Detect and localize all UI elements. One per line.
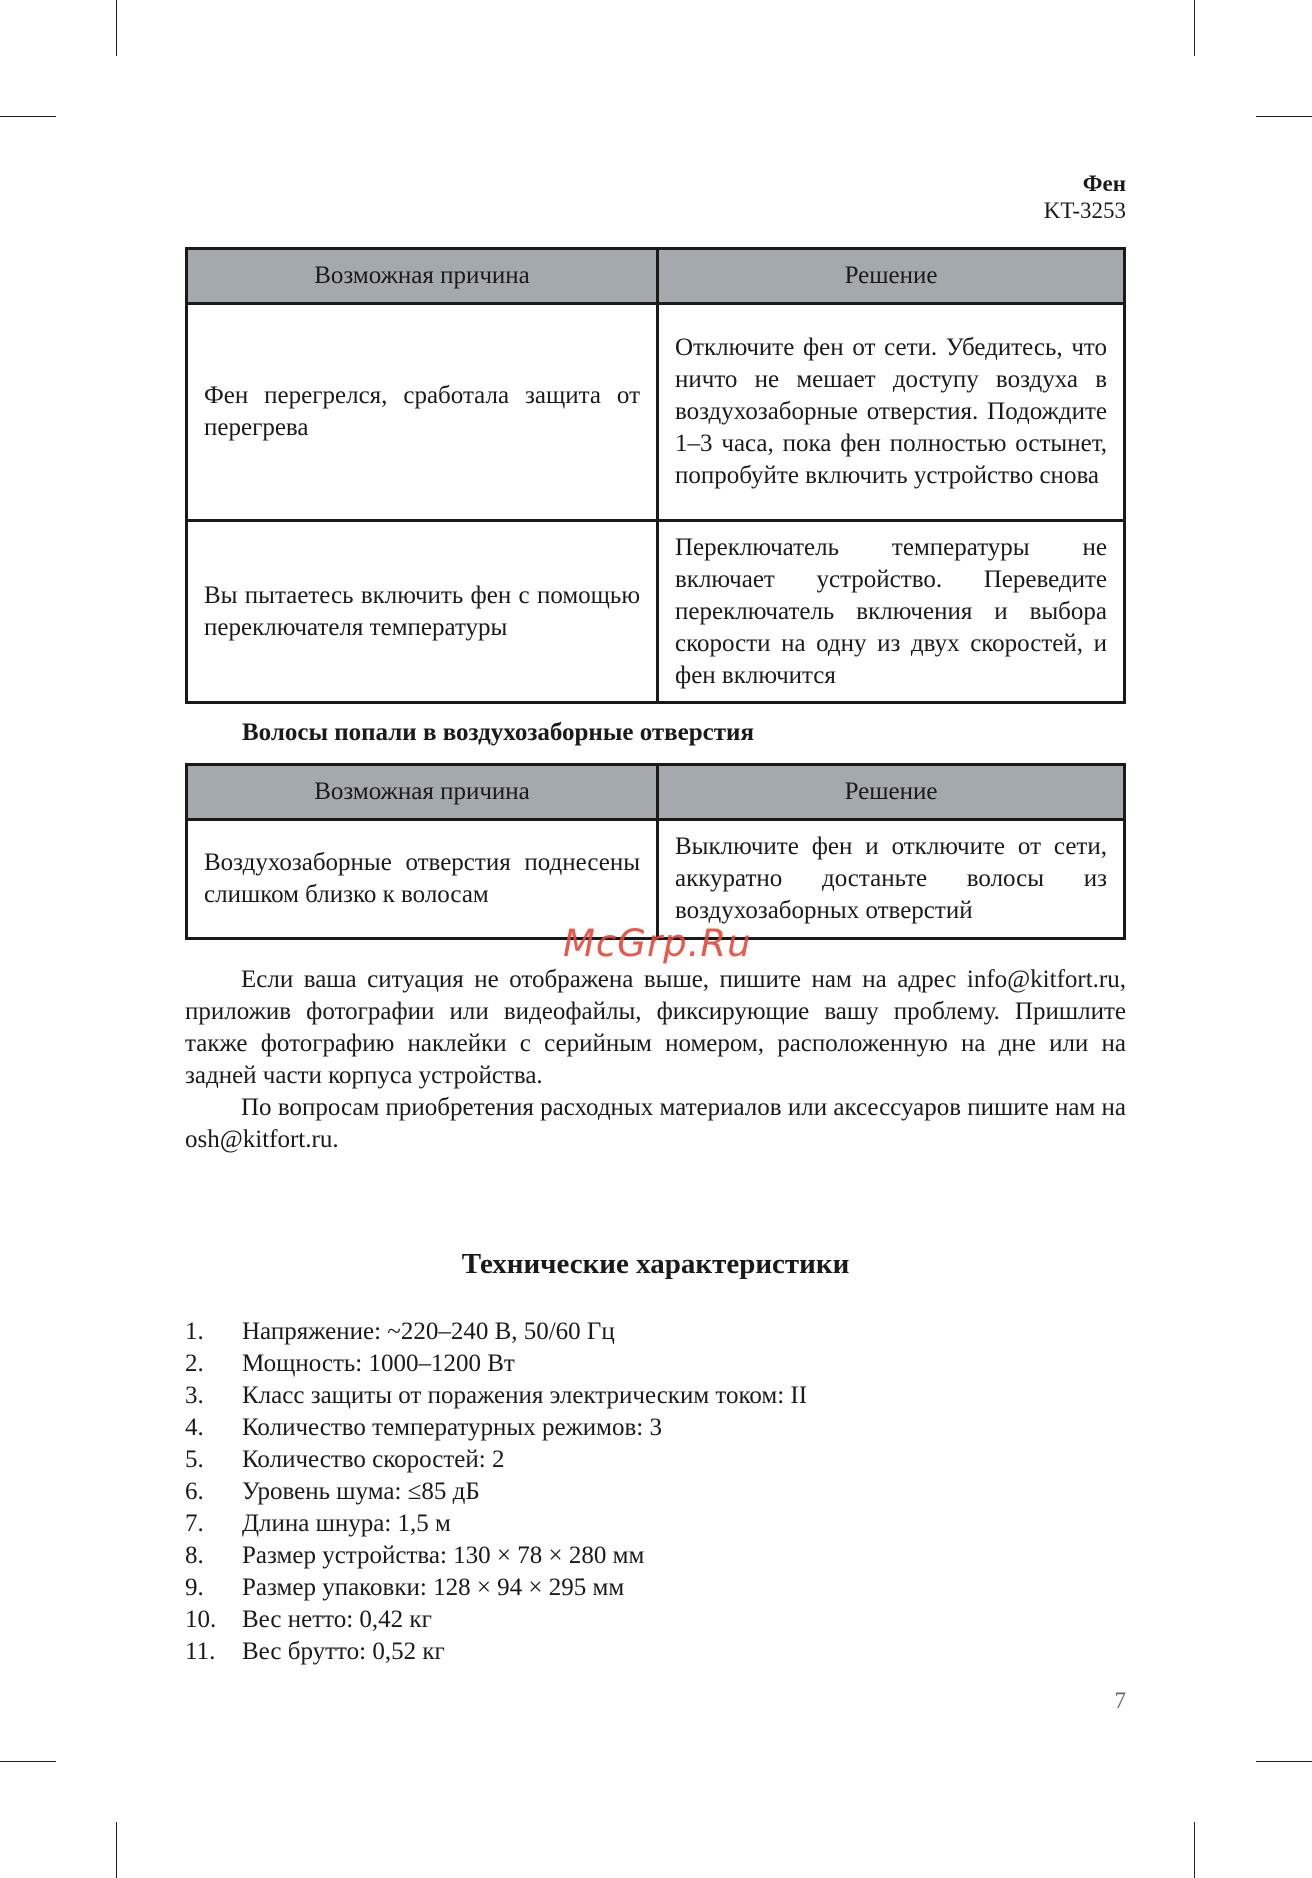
- list-item: [185, 1444, 807, 1476]
- accessories-paragraph: По вопросам приобретения расходных материалов или аксессуаров пишите нам на osh@kitfort.ru.: [185, 1094, 1126, 1153]
- item-number: 4.: [185, 1414, 204, 1441]
- item-number: 10.: [185, 1606, 217, 1633]
- crop-mark: [116, 1822, 117, 1878]
- specs-list: [185, 1316, 807, 1668]
- item-text: Вес брутто: 0,52 кг: [242, 1638, 445, 1665]
- item-text: Уровень шума: ≤85 дБ: [242, 1478, 480, 1505]
- watermark: McGrp.Ru: [563, 922, 752, 965]
- item-text: Количество температурных режимов: 3: [242, 1414, 663, 1441]
- item-number: 9.: [185, 1574, 204, 1601]
- item-text: Размер устройства: 130 × 78 × 280 мм: [242, 1542, 645, 1569]
- crop-mark: [1256, 116, 1312, 117]
- crop-mark: [1194, 0, 1195, 56]
- list-item: [185, 1316, 807, 1348]
- list-item: [185, 1508, 807, 1540]
- column-header-cause: Возможная причина: [187, 765, 658, 820]
- column-header-solution: Решение: [658, 249, 1125, 304]
- item-number: 5.: [185, 1446, 204, 1473]
- item-text: Вес нетто: 0,42 кг: [242, 1606, 432, 1633]
- section-heading: Волосы попали в воздухозаборные отверстия: [242, 719, 754, 746]
- column-header-solution: Решение: [658, 765, 1125, 820]
- column-header-cause: Возможная причина: [187, 249, 658, 304]
- crop-mark: [0, 1761, 56, 1762]
- product-title: Фен: [1082, 171, 1126, 196]
- item-number: 1.: [185, 1318, 204, 1345]
- solution-cell: Отключите фен от сети. Убедитесь, что ничто не мешает доступу воздуха в воздухозаборные отверстия. Подождите 1–3 часа, пока фен полностью остынет, попробуйте включить устройство снова: [658, 304, 1125, 521]
- item-number: 11.: [185, 1638, 216, 1665]
- item-number: 7.: [185, 1510, 204, 1537]
- item-number: 8.: [185, 1542, 204, 1569]
- page-header: [1044, 170, 1126, 224]
- crop-mark: [1256, 1761, 1312, 1762]
- list-item: [185, 1572, 807, 1604]
- item-text: Мощность: 1000–1200 Вт: [242, 1350, 515, 1377]
- item-text: Длина шнура: 1,5 м: [242, 1510, 451, 1537]
- list-item: [185, 1636, 807, 1668]
- page-number: 7: [1114, 1688, 1126, 1713]
- table-row: [187, 820, 1125, 939]
- solution-cell: Переключатель температуры не включает устройство. Переведите переключатель включения и выбора скорости на одну из двух скоростей, и фен включится: [658, 521, 1125, 703]
- cause-cell: Воздухозаборные отверстия поднесены слишком близко к волосам: [187, 820, 658, 939]
- contact-paragraph: Если ваша ситуация не отображена выше, пишите нам на адрес info@kitfort.ru, приложив фотографии или видеофайлы, фиксирующие вашу проблему. Пришлите также фотографию наклейки с серийным номером, расположенную на дне или на задней части корпуса устройства.: [185, 966, 1126, 1089]
- table-row: [187, 521, 1125, 703]
- troubleshooting-table-2: [185, 763, 1126, 940]
- list-item: [185, 1412, 807, 1444]
- list-item: [185, 1540, 807, 1572]
- list-item: [185, 1348, 807, 1380]
- troubleshooting-table-1: [185, 247, 1126, 704]
- table-row: [187, 304, 1125, 521]
- product-model: KT-3253: [1043, 198, 1126, 223]
- item-text: Количество скоростей: 2: [242, 1446, 505, 1473]
- crop-mark: [1194, 1822, 1195, 1878]
- item-text: Размер упаковки: 128 × 94 × 295 мм: [242, 1574, 625, 1601]
- cause-cell: Фен перегрелся, сработала защита от перегрева: [187, 304, 658, 521]
- solution-cell: Выключите фен и отключите от сети, аккуратно достаньте волосы из воздухозаборных отверстий: [658, 820, 1125, 939]
- item-text: Класс защиты от поражения электрическим током: II: [242, 1382, 808, 1409]
- item-number: 3.: [185, 1382, 204, 1409]
- list-item: [185, 1604, 807, 1636]
- list-item: [185, 1380, 807, 1412]
- item-number: 6.: [185, 1478, 204, 1505]
- crop-mark: [0, 116, 56, 117]
- item-text: Напряжение: ~220–240 В, 50/60 Гц: [242, 1318, 615, 1345]
- item-number: 2.: [185, 1350, 204, 1377]
- specs-heading: Технические характеристики: [461, 1248, 850, 1280]
- list-item: [185, 1476, 807, 1508]
- crop-mark: [116, 0, 117, 56]
- cause-cell: Вы пытаетесь включить фен с помощью переключателя температуры: [187, 521, 658, 703]
